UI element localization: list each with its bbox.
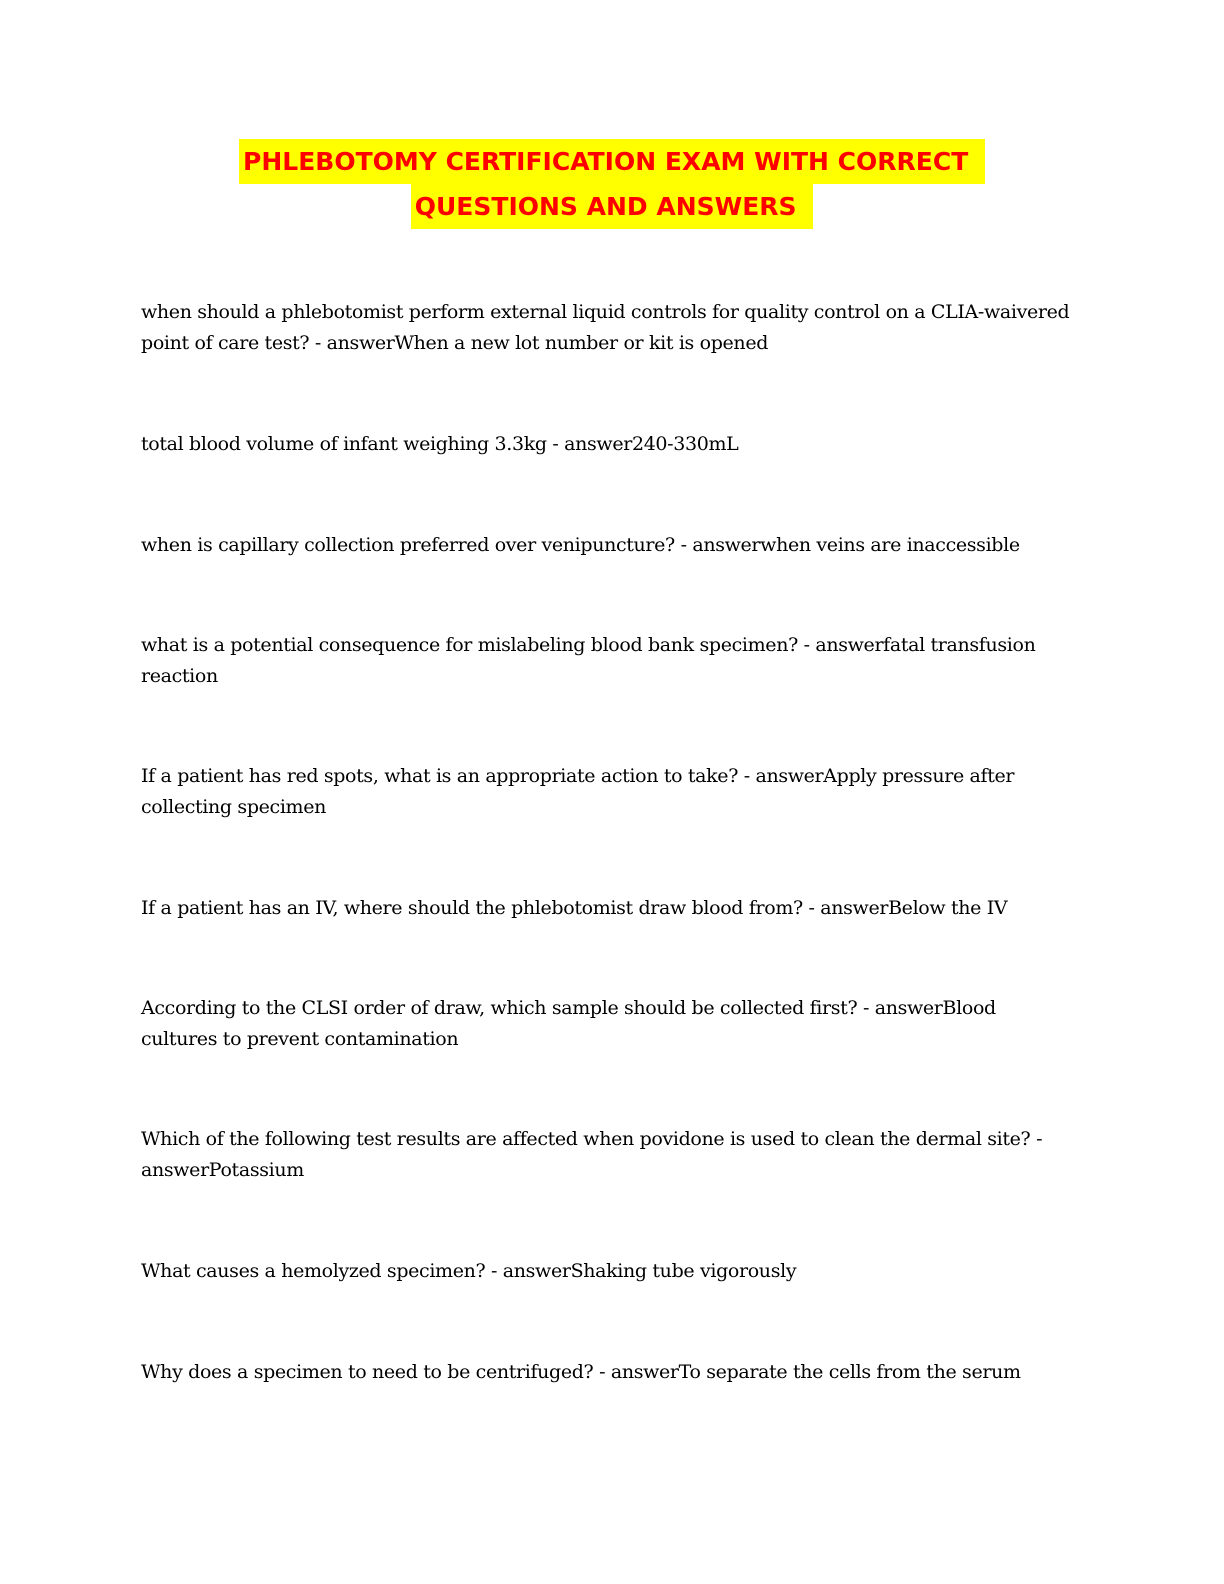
document-title (0, 139, 1224, 229)
title-line-1: PHLEBOTOMY CERTIFICATION EXAM WITH CORRECT (239, 139, 985, 184)
qa-item: total blood volume of infant weighing 3.3kg - answer240-330mL (141, 433, 739, 455)
qa-item: According to the CLSI order of draw, which sample should be collected first? - answerBlood cultures to prevent contamination (141, 997, 996, 1050)
qa-item: Why does a specimen to need to be centrifuged? - answerTo separate the cells from the serum (141, 1361, 1021, 1383)
qa-item: when is capillary collection preferred over venipuncture? - answerwhen veins are inaccessible (141, 534, 1020, 556)
qa-item: Which of the following test results are affected when povidone is used to clean the dermal site? - answerPotassium (141, 1128, 1043, 1181)
title-line-2: QUESTIONS AND ANSWERS (411, 184, 814, 229)
qa-item: If a patient has an IV, where should the phlebotomist draw blood from? - answerBelow the IV (141, 897, 1008, 919)
qa-item: If a patient has red spots, what is an appropriate action to take? - answerApply pressure after collecting specimen (141, 765, 1015, 818)
qa-item: what is a potential consequence for mislabeling blood bank specimen? - answerfatal transfusion reaction (141, 634, 1036, 687)
qa-item: What causes a hemolyzed specimen? - answerShaking tube vigorously (141, 1260, 797, 1282)
qa-item: when should a phlebotomist perform external liquid controls for quality control on a CLIA-waivered point of care test? - answerWhen a new lot number or kit is opened (141, 301, 1070, 354)
